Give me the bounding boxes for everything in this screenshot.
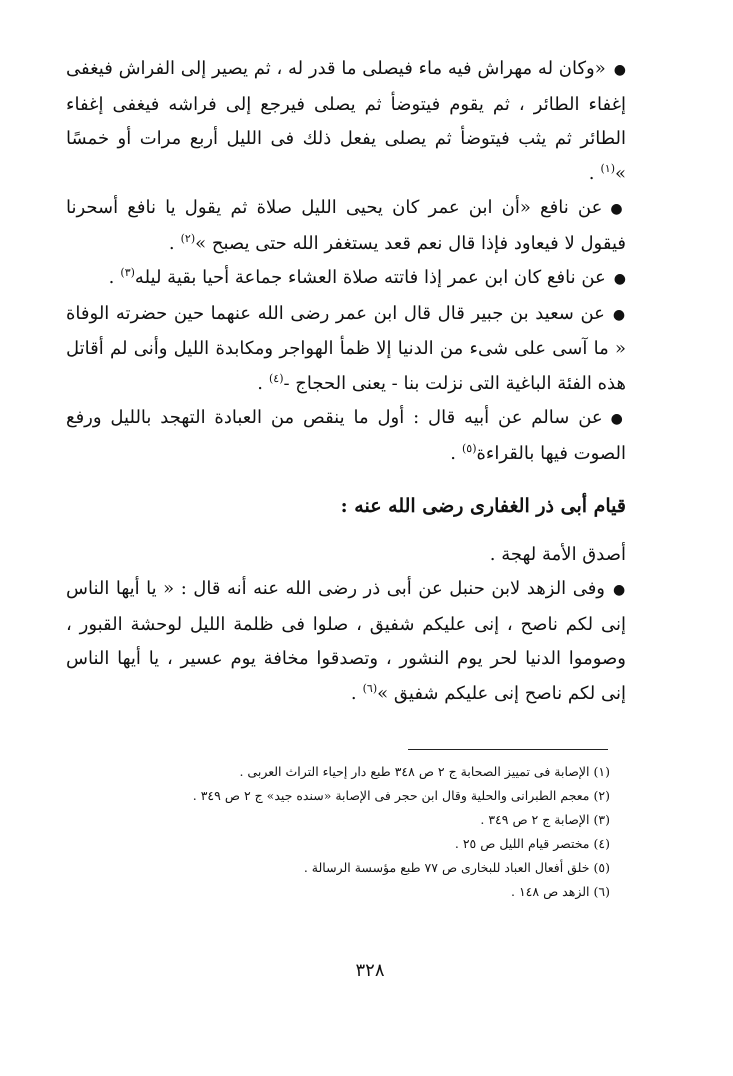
footnote-1 [140, 760, 610, 784]
footnote-6 [140, 880, 610, 904]
footnote-text: الزهد ص ١٤٨ . [511, 884, 590, 899]
footnote-divider [408, 749, 608, 750]
paragraph-6 [66, 572, 626, 711]
paragraph-end: . [350, 682, 357, 704]
footnote-text: معجم الطبرانى والحلية وقال ابن حجر فى الإصابة «سنده جيد» ج ٢ ص ٣٤٩ . [192, 788, 590, 803]
footnote-text: الإصابة ج ٢ ص ٣٤٩ . [480, 812, 590, 827]
paragraph-text: عن نافع كان ابن عمر إذا فاتته صلاة العشاء جماعة أحيا بقية ليله [134, 267, 606, 288]
footnotes [140, 760, 610, 904]
paragraph-text: عن نافع «أن ابن عمر كان يحيى الليل صلاة ثم يقول يا نافع أسحرنا فيقول لا فيعاود فإذا قال نعم قعد يستغفر الله حتى يصبح » [66, 197, 626, 254]
footnote-number: (١) [593, 764, 610, 779]
footnote-number: (٢) [593, 788, 610, 803]
footnote-ref: (١) [600, 161, 615, 175]
paragraph-text: عن سعيد بن جبير قال قال ابن عمر رضى الله عنهما حين حضرته الوفاة « ما آسى على شىء من الدنيا إلا ظمأ الهواجر ومكابدة الليل وأنى لم أقاتل هذه الفئة الباغية التى نزلت بنا - يعنى الحجاج - [66, 302, 626, 394]
bullet-icon: ● [610, 411, 627, 427]
paragraph-1 [66, 52, 626, 191]
footnote-5 [140, 856, 610, 880]
footnote-number: (٥) [593, 860, 610, 875]
paragraph-end: . [168, 232, 175, 254]
paragraph-2 [66, 191, 626, 261]
bullet-icon: ● [613, 271, 626, 287]
paragraph-end: . [257, 372, 263, 394]
footnote-number: (٣) [593, 812, 610, 827]
paragraph-text: وفى الزهد لابن حنبل عن أبى ذر رضى الله عنه أنه قال : « يا أيها الناس إنى لكم ناصح ، إنى عليكم شفيق ، صلوا فى ظلمة الليل لوحشة القبور ، وصوموا الدنيا لحر يوم النشور ، وتصدقوا مخافة يوم عسير ، يا أيها الناس إنى لكم ناصح إنى عليكم شفيق » [66, 578, 626, 704]
footnote-ref: (٥) [461, 441, 477, 455]
section-heading: قيام أبى ذر الغفارى رضى الله عنه : [340, 495, 626, 517]
footnote-text: مختصر قيام الليل ص ٢٥ . [454, 836, 590, 851]
footnote-2 [140, 784, 610, 808]
paragraph-5 [66, 401, 626, 471]
paragraph-end: . [588, 162, 595, 184]
paragraph-end: . [108, 267, 115, 288]
bullet-icon: ● [610, 201, 627, 217]
bullet-icon: ● [613, 62, 626, 78]
paragraph-end: . [450, 442, 456, 464]
intro-line: أصدق الأمة لهجة . [489, 543, 626, 565]
paragraph-text: عن سالم عن أبيه قال : أول ما ينقص من العبادة التهجد بالليل ورفع الصوت فيها بالقراءة [66, 407, 626, 464]
page-number: ٣٢٨ [355, 960, 385, 981]
footnote-ref: (٤) [268, 371, 284, 385]
paragraph-text: «وكان له مهراش فيه ماء فيصلى ما قدر له ، ثم يصير إلى الفراش فيغفى إغفاء الطائر ، ثم يقوم فيتوضأ ثم يصلى فيرجع إلى فراشه فيغفى إغفاء الطائر ثم يثب فيتوضأ ثم يصلى يفعل ذلك فى الليل أربع مرات أو خمسًا » [66, 58, 626, 184]
footnote-ref: (٢) [180, 231, 196, 245]
footnote-4 [140, 832, 610, 856]
footnote-text: خلق أفعال العباد للبخارى ص ٧٧ طبع مؤسسة الرسالة . [303, 860, 590, 875]
footnote-number: (٦) [593, 884, 610, 899]
main-text [66, 52, 626, 711]
footnote-3 [140, 808, 610, 832]
paragraph-4 [66, 297, 626, 402]
footnote-text: الإصابة فى تمييز الصحابة ج ٢ ص ٣٤٨ طبع دار إحياء التراث العربى . [239, 764, 590, 779]
bullet-icon: ● [612, 306, 626, 323]
footnote-ref: (٣) [120, 266, 135, 279]
footnote-number: (٤) [593, 836, 610, 851]
bullet-icon: ● [613, 582, 627, 598]
paragraph-3 [66, 261, 626, 297]
footnote-ref: (٦) [362, 681, 378, 695]
